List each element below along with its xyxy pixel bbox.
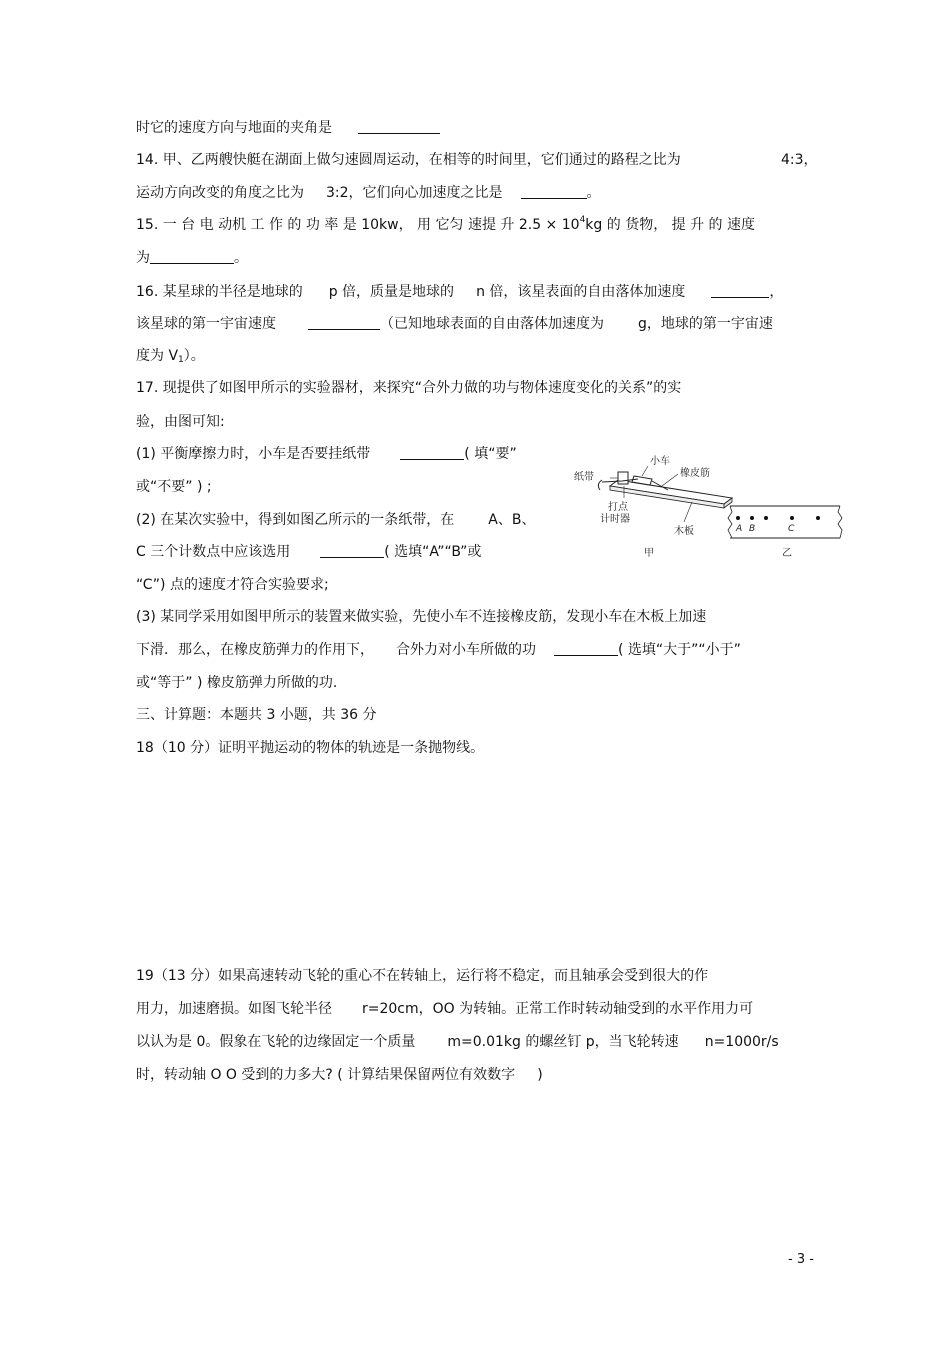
tape-dot [816,516,820,520]
label-cart: 小车 [650,456,670,467]
label-figure-yi: 乙 [782,548,792,559]
q17-part2-line-3: “C”) 点的速度才符合实验要求; [136,577,329,593]
q19-line-1: 19（13 分）如果高速转动飞轮的重心不在转轴上，运行将不稳定，而且轴承会受到很大的作 [136,968,709,984]
tape-label-c: C [788,524,795,534]
q19-line-3: 以认为是 0。假象在飞轮的边缘固定一个质量 m=0.01kg 的螺丝钉 p，当飞轮转速 n=1000r/s [136,1034,779,1050]
q15-line-2: 为 。 [136,250,248,266]
tape-dot [764,516,768,520]
section-3-heading: 三、计算题：本题共 3 小题，共 36 分 [136,707,377,723]
answer-blank [554,641,618,656]
q17-part2-line-2: C 三个计数点中应该选用 ( 选填“A”“B”或 [136,544,482,560]
answer-blank [521,184,587,199]
answer-blank [400,445,464,460]
tape-label-b: B [749,524,756,534]
page-number: - 3 - [788,1252,814,1267]
tape-dot [736,516,740,520]
q17-part1-line-1: (1) 平衡摩擦力时，小车是否要挂纸带 ( 填“要” [136,446,517,462]
label-paper-tape: 纸带 [574,472,594,483]
q19-line-2: 用力，加速磨损。如图飞轮半径 r=20cm，OO 为转轴。正常工作时转动轴受到的水平作用力可 [136,1001,754,1017]
answer-blank [358,119,440,134]
q15-line-1: 15. 一 台 电 动机 工 作 的 功 率 是 10kw， 用 它匀 速提 升 $2.5 \times 10^4kg$ 的 货物， 提 升 的 速度 [136,215,755,233]
label-timer-1: 打点 [608,502,628,513]
label-rubber-band: 橡皮筋 [680,468,710,479]
q19-line-4: 时，转动轴 O O 受到的力多大? ( 计算结果保留两位有效数字 ) [136,1067,543,1083]
label-board: 木板 [674,526,694,537]
q16-line-1: 16. 某星球的半径是地球的 p 倍，质量是地球的 n 倍，该星表面的自由落体加速度 ， [136,284,784,300]
label-figure-jia: 甲 [644,548,654,559]
timer-device [618,472,628,484]
q16-line-3: 度为 $V_1$）。 [136,348,205,365]
q16-line-2: 该星球的第一宇宙速度 （已知地球表面的自由落体加速度为 g，地球的第一宇宙速 [136,316,773,332]
tape-dot [750,516,754,520]
answer-blank [150,249,234,264]
q17-part1-line-2: 或“不要” ) ; [136,479,212,495]
tape-dot [790,516,794,520]
answer-blank [308,315,380,330]
q17-line-1: 17. 现提供了如图甲所示的实验器材，来探究“合外力做的功与物体速度变化的关系”的实 [136,380,682,396]
q14-line-1: 14. 甲、乙两艘快艇在湖面上做匀速圆周运动，在相等的时间里，它们通过的路程之比为 [136,152,681,168]
q17-part2-line-1: (2) 在某次实验中，得到如图乙所示的一条纸带，在 A、B、 [136,512,536,528]
answer-blank [711,283,769,298]
q17-part3-line-2: 下滑．那么，在橡皮筋弹力的作用下， 合外力对小车所做的功 ( 选填“大于”“小于” [136,642,741,658]
q17-part3-line-3: 或“等于” ) 橡皮筋弹力所做的功. [136,675,338,691]
label-timer-2: 计时器 [600,514,630,525]
answer-blank [320,543,384,558]
q17-part3-line-1: (3) 某同学采用如图甲所示的装置来做实验，先使小车不连接橡皮筋，发现小车在木板上加速 [136,609,707,625]
q14-line-2: 运动方向改变的角度之比为 3:2，它们向心加速度之比是 。 [136,185,601,201]
q13-tail-line: 时它的速度方向与地面的夹角是 [136,118,440,138]
q14-ratio: 4:3， [781,152,818,168]
experiment-figure [572,448,844,560]
q18-line: 18（10 分）证明平抛运动的物体的轨迹是一条抛物线。 [136,740,485,756]
tape-label-a: A [736,524,743,534]
q17-line-2: 验，由图可知: [136,414,225,430]
